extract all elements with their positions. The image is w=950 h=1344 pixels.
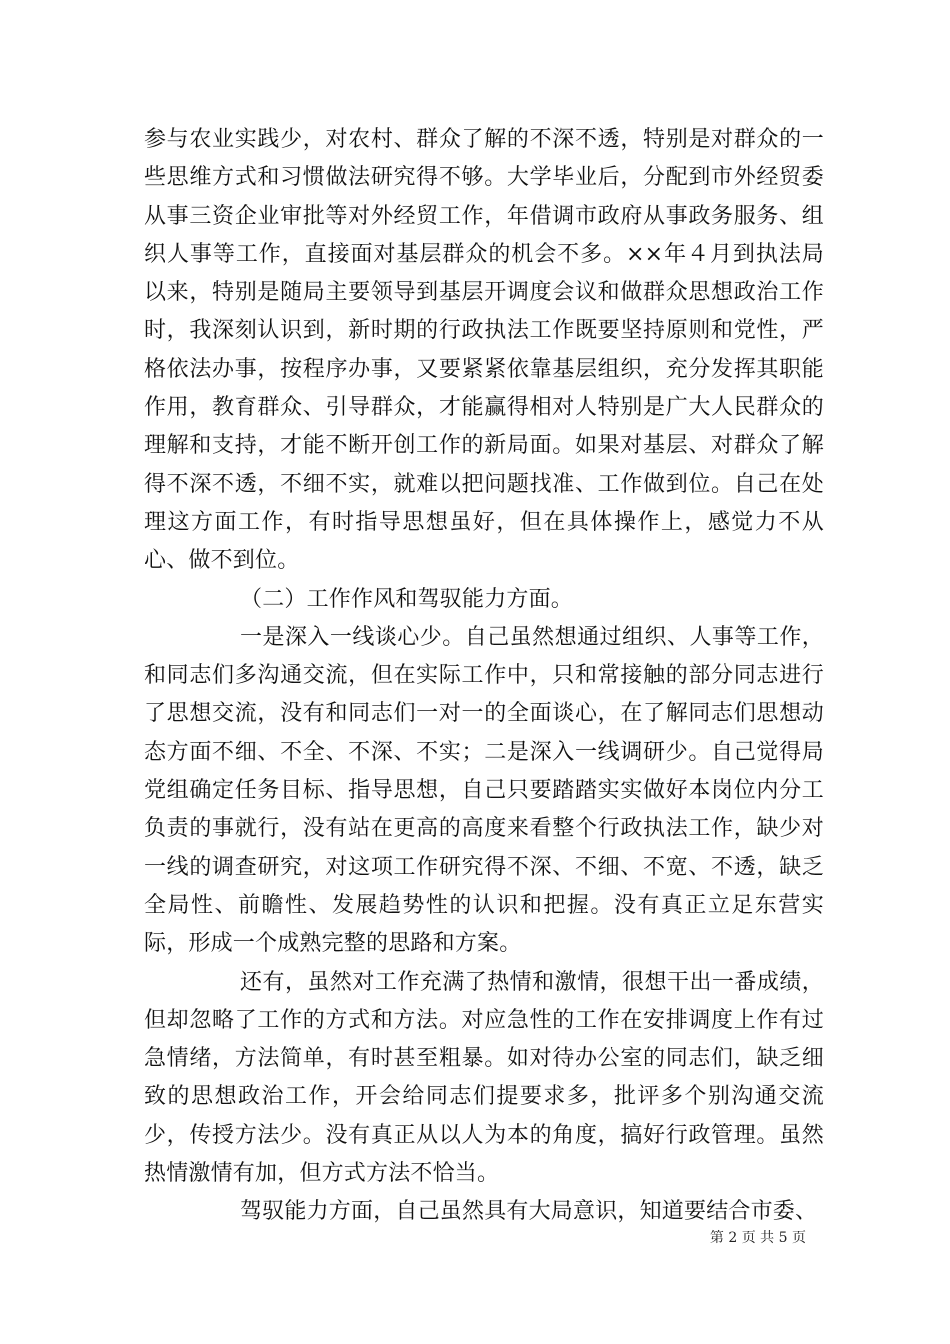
paragraph-continuation: 参与农业实践少，对农村、群众了解的不深不透，特别是对群众的一些思维方式和习惯做法研究得不够。大学毕业后，分配到市外经贸委从事三资企业审批等对外经贸工作，年借调市政府从事政务服务、组织人事等工作，直接面对基层群众的机会不多。××年４月到执法局以来，特别是随局主要领导到基层开调度会议和做群众思想政治工作时，我深刻认识到，新时期的行政执法工作既要坚持原则和党性，严格依法办事，按程序办事，又要紧紧依靠基层组织，充分发挥其职能作用，教育群众、引导群众，才能赢得相对人特别是广大人民群众的理解和支持，才能不断开创工作的新局面。如果对基层、对群众了解得不深不透，不细不实，就难以把问题找准、工作做到位。自己在处理这方面工作，有时指导思想虽好，但在具体操作上，感觉力不从心、做不到位。 [144, 127, 824, 574]
page-number-footer: 第 2 页 共 5 页 [709, 1230, 806, 1246]
paragraph-leadership: 驾驭能力方面，自己虽然具有大局意识，知道要结合市委、 [240, 1199, 818, 1225]
paragraph-communication: 一是深入一线谈心少。自己虽然想通过组织、人事等工作，和同志们多沟通交流，但在实际工作中，只和常接触的部分同志进行了思想交流，没有和同志们一对一的全面谈心，在了解同志们思想动态方面不细、不全、不深、不实；二是深入一线调研少。自己觉得局党组确定任务目标、指导思想，自己只要踏踏实实做好本岗位内分工负责的事就行，没有站在更高的高度来看整个行政执法工作，缺少对一线的调查研究，对这项工作研究得不深、不细、不宽、不透，缺乏全局性、前瞻性、发展趋势性的认识和把握。没有真正立足东营实际，形成一个成熟完整的思路和方案。 [144, 624, 824, 957]
paragraph-work-methods: 还有，虽然对工作充满了热情和激情，很想干出一番成绩，但却忽略了工作的方式和方法。对应急性的工作在安排调度上作有过急情绪，方法简单，有时甚至粗暴。如对待办公室的同志们，缺乏细致的思想政治工作，开会给同志们提要求多，批评多个别沟通交流少，传授方法少。没有真正从以人为本的角度，搞好行政管理。虽然热情激情有加，但方式方法不恰当。 [144, 969, 824, 1187]
document-body [144, 121, 824, 1232]
section-heading: （二）工作作风和驾驭能力方面。 [240, 586, 574, 612]
